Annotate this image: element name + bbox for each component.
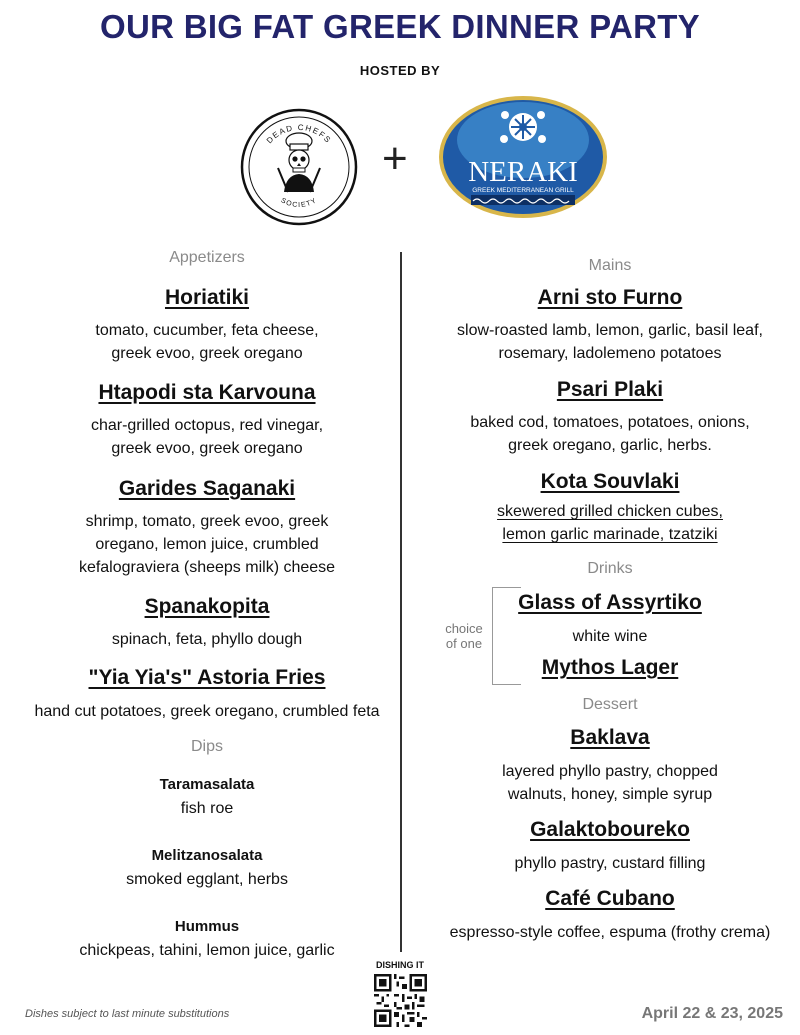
dish-name: Psari Plaki [556,378,664,401]
dips-heading: Dips [190,738,223,755]
dish-name: Café Cubano [545,887,675,910]
event-date: April 22 & 23, 2025 [641,1005,783,1022]
logo-top-text: DEAD CHEFS [264,122,334,146]
dish-name: Kota Souvlaki [540,470,680,493]
dish-description: hand cut potatoes, greek oregano, crumbled feta [34,703,380,720]
dish-name: Garides Saganaki [118,477,296,500]
dip-name: Hummus [174,918,240,935]
drink-name: Mythos Lager [541,656,679,679]
logo-bottom-text: SOCIETY [279,197,319,210]
drink-description: white wine [572,628,648,645]
dishing-it-label: DISHING IT [375,960,424,970]
qr-code[interactable] [374,974,427,1027]
drink-name: Glass of Assyrtiko [518,591,702,614]
dish-description: baked cod, tomatoes, potatoes, onions, greek oregano, garlic, herbs. [470,414,750,454]
dish-name: Galaktoboureko [530,818,690,841]
dish-name: Horiatiki [164,286,250,309]
drinks-heading: Drinks [587,560,633,577]
svg-text:SOCIETY [280,197,319,209]
dish-description: layered phyllo pastry, chopped walnuts, honey, simple syrup [502,763,718,803]
dip-name: Melitzanosalata [151,847,263,864]
mains-heading: Mains [588,257,632,274]
plus-sign: + [382,134,408,183]
hosted-by-label: HOSTED BY [359,63,441,78]
dip-name: Taramasalata [159,776,255,793]
dish-name: Arni sto Furno [537,286,683,309]
drinks-bracket [492,587,521,685]
dish-name: Spanakopita [144,595,270,618]
appetizers-heading: Appetizers [169,249,245,266]
dish-description: slow-roasted lamb, lemon, garlic, basil leaf, rosemary, ladolemeno potatoes [457,322,763,362]
dish-name: Htapodi sta Karvouna [98,381,316,404]
substitution-note: Dishes subject to last minute substitutions [25,1008,230,1020]
neraki-logo [438,95,608,220]
dip-description: fish roe [180,800,234,817]
dip-description: chickpeas, tahini, lemon juice, garlic [79,942,335,959]
dead-chefs-society-logo [240,108,358,226]
dish-description: spinach, feta, phyllo dough [111,631,303,648]
dish-name: "Yia Yia's" Astoria Fries [88,666,326,689]
dish-description: tomato, cucumber, feta cheese, greek evoo, greek oregano [95,322,319,362]
neraki-tagline: GREEK MEDITERRANEAN GRILL [472,187,574,194]
page-title: OUR BIG FAT GREEK DINNER PARTY [100,8,700,45]
dish-description: shrimp, tomato, greek evoo, greek oregano, lemon juice, crumbled kefalograviera (sheeps milk) cheese [78,513,336,576]
dish-description: skewered grilled chicken cubes, lemon garlic marinade, tzatziki [497,503,723,543]
dish-description: espresso-style coffee, espuma (frothy crema) [449,924,771,941]
dish-description: char-grilled octopus, red vinegar, greek evoo, greek oregano [90,417,324,457]
dish-name: Baklava [570,726,650,749]
dessert-heading: Dessert [582,696,638,713]
dip-description: smoked egglant, herbs [126,871,288,888]
neraki-name: NERAKI [468,156,578,188]
choice-of-one-label: choice of one [445,621,483,651]
dish-description: phyllo pastry, custard filling [514,855,706,872]
